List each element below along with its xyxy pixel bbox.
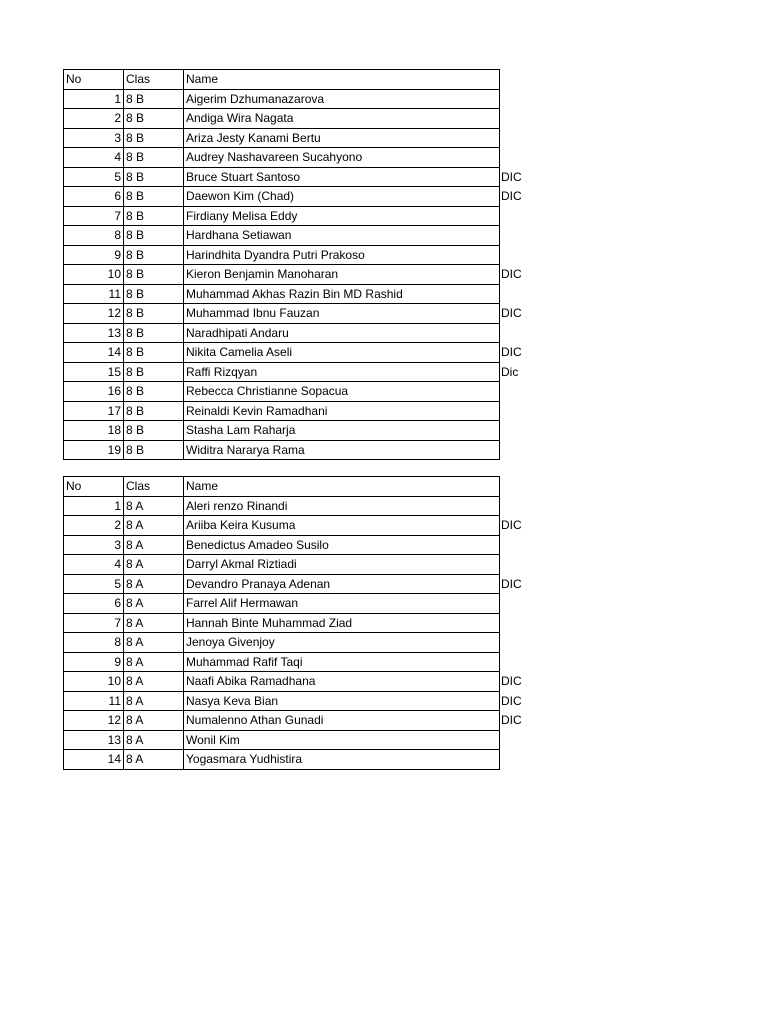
table-row — [64, 633, 564, 653]
row-number-cell: 9 — [64, 652, 124, 672]
student-name-cell: Nasya Keva Bian — [184, 691, 500, 711]
class-cell: 8 A — [124, 594, 184, 614]
row-number-cell: 5 — [64, 574, 124, 594]
table-row — [64, 421, 564, 441]
table-row — [64, 750, 564, 770]
student-name-cell: Farrel Alif Hermawan — [184, 594, 500, 614]
header-row — [64, 70, 564, 90]
student-name-cell: Muhammad Akhas Razin Bin MD Rashid — [184, 284, 500, 304]
note-cell: DIC — [501, 576, 522, 591]
class-cell: 8 A — [124, 496, 184, 516]
class-cell: 8 B — [124, 421, 184, 441]
student-name-cell: Kieron Benjamin Manoharan — [184, 265, 500, 285]
table-row — [64, 226, 564, 246]
note-cell — [500, 382, 564, 402]
note-cell — [500, 750, 564, 770]
row-number-cell: 1 — [64, 89, 124, 109]
class-cell: 8 B — [124, 323, 184, 343]
student-name-cell: Reinaldi Kevin Ramadhani — [184, 401, 500, 421]
table-row — [64, 652, 564, 672]
row-number-cell: 15 — [64, 362, 124, 382]
table-row — [64, 516, 564, 536]
table-row — [64, 187, 564, 207]
student-name-cell: Ariiba Keira Kusuma — [184, 516, 500, 536]
row-number-cell: 12 — [64, 304, 124, 324]
class-8b-table-body — [64, 70, 564, 460]
student-name-cell: Widitra Nararya Rama — [184, 440, 500, 460]
note-cell — [500, 440, 564, 460]
row-number-cell: 13 — [64, 730, 124, 750]
header-clas: Clas — [124, 70, 184, 90]
student-name-cell: Bruce Stuart Santoso — [184, 167, 500, 187]
table-row — [64, 323, 564, 343]
note-cell: DIC — [501, 306, 522, 321]
row-number-cell: 3 — [64, 128, 124, 148]
table-row — [64, 711, 564, 731]
note-cell — [500, 421, 564, 441]
note-cell: DIC — [501, 189, 522, 204]
row-number-cell: 2 — [64, 109, 124, 129]
class-cell: 8 A — [124, 672, 184, 692]
class-cell: 8 A — [124, 535, 184, 555]
note-cell — [500, 594, 564, 614]
table-row — [64, 89, 564, 109]
class-cell: 8 A — [124, 750, 184, 770]
note-cell — [500, 730, 564, 750]
note-cell: DIC — [501, 345, 522, 360]
student-name-cell: Muhammad Rafif Taqi — [184, 652, 500, 672]
student-name-cell: Wonil Kim — [184, 730, 500, 750]
class-cell: 8 B — [124, 304, 184, 324]
student-name-cell: Hardhana Setiawan — [184, 226, 500, 246]
student-name-cell: Nikita Camelia Aseli — [184, 343, 500, 363]
row-number-cell: 11 — [64, 691, 124, 711]
row-number-cell: 17 — [64, 401, 124, 421]
note-cell — [500, 555, 564, 575]
class-cell: 8 B — [124, 284, 184, 304]
class-cell: 8 A — [124, 574, 184, 594]
table-row — [64, 284, 564, 304]
student-name-cell: Hannah Binte Muhammad Ziad — [184, 613, 500, 633]
table-row — [64, 304, 564, 324]
table-row — [64, 730, 564, 750]
row-number-cell: 9 — [64, 245, 124, 265]
table-row — [64, 574, 564, 594]
table-row — [64, 206, 564, 226]
note-cell — [500, 535, 564, 555]
table-row — [64, 109, 564, 129]
table-row — [64, 362, 564, 382]
student-name-cell: Ariza Jesty Kanami Bertu — [184, 128, 500, 148]
table-row — [64, 148, 564, 168]
note-cell — [500, 284, 564, 304]
header-no: No — [64, 477, 124, 497]
table-row — [64, 691, 564, 711]
student-name-cell: Yogasmara Yudhistira — [184, 750, 500, 770]
row-number-cell: 8 — [64, 633, 124, 653]
class-cell: 8 B — [124, 187, 184, 207]
class-cell: 8 B — [124, 265, 184, 285]
student-name-cell: Devandro Pranaya Adenan — [184, 574, 500, 594]
note-cell: DIC — [501, 713, 522, 728]
row-number-cell: 8 — [64, 226, 124, 246]
row-number-cell: 16 — [64, 382, 124, 402]
student-name-cell: Stasha Lam Raharja — [184, 421, 500, 441]
note-cell — [500, 226, 564, 246]
table-row — [64, 382, 564, 402]
class-cell: 8 B — [124, 128, 184, 148]
student-name-cell: Naradhipati Andaru — [184, 323, 500, 343]
note-cell: DIC — [501, 267, 522, 282]
row-number-cell: 12 — [64, 711, 124, 731]
class-cell: 8 B — [124, 362, 184, 382]
note-cell: DIC — [501, 674, 522, 689]
table-row — [64, 440, 564, 460]
row-number-cell: 11 — [64, 284, 124, 304]
note-cell: DIC — [501, 169, 522, 184]
class-cell: 8 A — [124, 633, 184, 653]
class-cell: 8 B — [124, 148, 184, 168]
class-cell: 8 B — [124, 226, 184, 246]
class-cell: 8 B — [124, 167, 184, 187]
class-8a-table-body — [64, 477, 564, 770]
student-name-cell: Jenoya Givenjoy — [184, 633, 500, 653]
class-cell: 8 B — [124, 382, 184, 402]
student-name-cell: Harindhita Dyandra Putri Prakoso — [184, 245, 500, 265]
header-clas: Clas — [124, 477, 184, 497]
class-cell: 8 B — [124, 245, 184, 265]
note-cell — [500, 109, 564, 129]
note-cell — [500, 496, 564, 516]
note-cell — [500, 206, 564, 226]
student-name-cell: Rebecca Christianne Sopacua — [184, 382, 500, 402]
row-number-cell: 10 — [64, 265, 124, 285]
student-name-cell: Firdiany Melisa Eddy — [184, 206, 500, 226]
note-cell — [500, 652, 564, 672]
class-cell: 8 A — [124, 516, 184, 536]
header-name: Name — [184, 70, 500, 90]
row-number-cell: 7 — [64, 206, 124, 226]
note-cell — [500, 70, 564, 90]
row-number-cell: 6 — [64, 594, 124, 614]
student-name-cell: Raffi Rizqyan — [184, 362, 500, 382]
note-cell — [500, 633, 564, 653]
class-8a-table — [63, 476, 564, 770]
row-number-cell: 18 — [64, 421, 124, 441]
student-name-cell: Aleri renzo Rinandi — [184, 496, 500, 516]
table-row — [64, 555, 564, 575]
row-number-cell: 13 — [64, 323, 124, 343]
student-name-cell: Numalenno Athan Gunadi — [184, 711, 500, 731]
note-cell: Dic — [501, 364, 519, 379]
class-cell: 8 A — [124, 711, 184, 731]
class-cell: 8 B — [124, 89, 184, 109]
class-cell: 8 A — [124, 730, 184, 750]
class-8b-table — [63, 69, 564, 460]
row-number-cell: 14 — [64, 750, 124, 770]
student-name-cell: Aigerim Dzhumanazarova — [184, 89, 500, 109]
header-row — [64, 477, 564, 497]
row-number-cell: 6 — [64, 187, 124, 207]
table-row — [64, 245, 564, 265]
note-cell — [500, 401, 564, 421]
note-cell — [500, 613, 564, 633]
student-name-cell: Andiga Wira Nagata — [184, 109, 500, 129]
row-number-cell: 5 — [64, 167, 124, 187]
student-name-cell: Naafi Abika Ramadhana — [184, 672, 500, 692]
note-cell — [500, 148, 564, 168]
table-row — [64, 613, 564, 633]
row-number-cell: 2 — [64, 516, 124, 536]
class-cell: 8 A — [124, 555, 184, 575]
row-number-cell: 10 — [64, 672, 124, 692]
class-cell: 8 B — [124, 343, 184, 363]
class-cell: 8 A — [124, 691, 184, 711]
table-row — [64, 343, 564, 363]
class-cell: 8 B — [124, 109, 184, 129]
header-name: Name — [184, 477, 500, 497]
table-row — [64, 496, 564, 516]
header-no: No — [64, 70, 124, 90]
student-name-cell: Daewon Kim (Chad) — [184, 187, 500, 207]
student-name-cell: Audrey Nashavareen Sucahyono — [184, 148, 500, 168]
row-number-cell: 7 — [64, 613, 124, 633]
note-cell: DIC — [501, 518, 522, 533]
row-number-cell: 3 — [64, 535, 124, 555]
row-number-cell: 19 — [64, 440, 124, 460]
note-cell — [500, 89, 564, 109]
student-name-cell: Darryl Akmal Riztiadi — [184, 555, 500, 575]
class-cell: 8 A — [124, 652, 184, 672]
note-cell — [500, 128, 564, 148]
note-cell: DIC — [501, 693, 522, 708]
table-row — [64, 265, 564, 285]
class-cell: 8 B — [124, 206, 184, 226]
table-row — [64, 128, 564, 148]
table-row — [64, 167, 564, 187]
row-number-cell: 4 — [64, 555, 124, 575]
table-row — [64, 535, 564, 555]
class-cell: 8 B — [124, 401, 184, 421]
table-row — [64, 594, 564, 614]
row-number-cell: 4 — [64, 148, 124, 168]
student-name-cell: Muhammad Ibnu Fauzan — [184, 304, 500, 324]
table-row — [64, 401, 564, 421]
row-number-cell: 14 — [64, 343, 124, 363]
student-name-cell: Benedictus Amadeo Susilo — [184, 535, 500, 555]
note-cell — [500, 245, 564, 265]
note-cell — [500, 477, 564, 497]
class-cell: 8 B — [124, 440, 184, 460]
row-number-cell: 1 — [64, 496, 124, 516]
class-cell: 8 A — [124, 613, 184, 633]
note-cell — [500, 323, 564, 343]
table-row — [64, 672, 564, 692]
